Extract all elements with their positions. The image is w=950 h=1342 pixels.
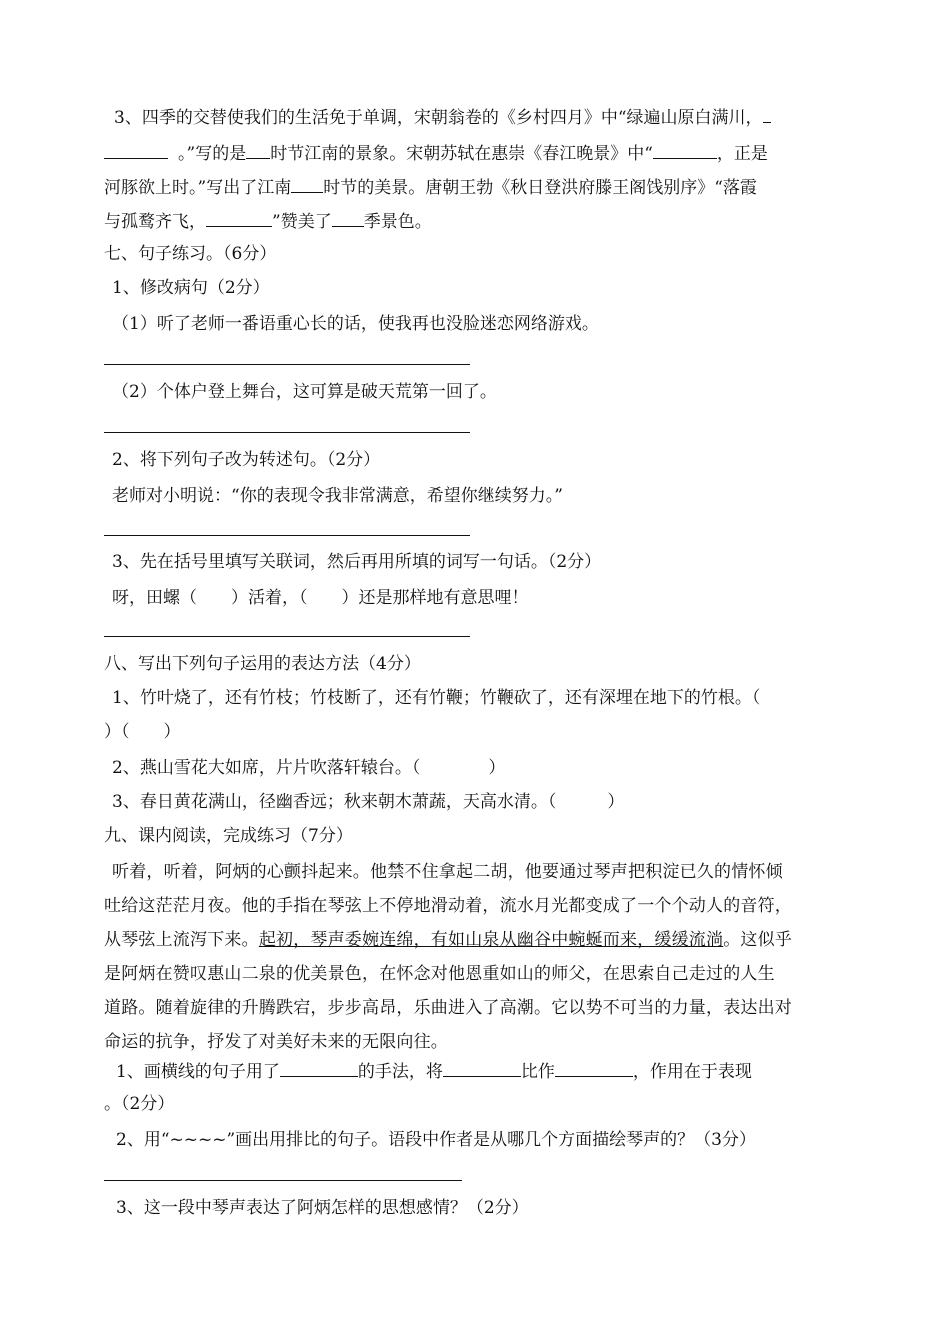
sec9-q1-line2: 。（2分） [104,1094,175,1114]
blank-field[interactable] [332,208,364,227]
answer-line[interactable] [104,535,470,536]
passage-line-4: 是阿炳在赞叹惠山二泉的优美景色，在怀念对他恩重如山的师父，在思索自己走过的人生 [104,964,775,984]
answer-line[interactable] [104,364,470,365]
passage-line-1: 听着，听着，阿炳的心颤抖起来。他禁不住拿起二胡，他要通过琴声把积淀已久的情怀倾 [112,862,783,882]
sec7-q3-title: 3、先在括号里填写关联词，然后再用所填的词写一句话。（2分） [112,552,602,572]
sec8-q1-line2: ）（ ） [104,722,181,742]
sec8-q3: 3、春日黄花满山，径幽香远；秋来朝木萧蔬，天高水清。（ ） [112,792,625,812]
sec6-q3-line4: 与孤鹜齐飞， ”赞美了 季景色。 [104,208,432,234]
passage-line-5: 道路。随着旋律的升腾跌宕，步步高昂，乐曲进入了高潮。它以势不可当的力量，表达出对 [104,998,792,1018]
blank-field[interactable] [763,104,771,123]
blank-field[interactable] [291,174,323,193]
sec8-q2: 2、燕山雪花大如席，片片吹落轩辕台。（ ） [112,758,506,778]
sec8-q1-line1: 1、竹叶烧了，还有竹枝；竹枝断了，还有竹鞭；竹鞭砍了，还有深埋在地下的竹根。（ [112,688,761,708]
section-7-title: 七、句子练习。（6分） [104,244,277,264]
sec6-q3-line3: 河豚欲上时。”写出了江南 时节的美景。唐朝王勃《秋日登洪府滕王阁饯别序》“落霞 [104,174,757,200]
answer-line[interactable] [104,1180,462,1181]
section-9-title: 九、课内阅读，完成练习（7分） [104,826,353,846]
blank-field[interactable] [246,140,270,159]
sec7-q1-title: 1、修改病句（2分） [112,278,270,298]
sec7-q2-sentence: 老师对小明说：“你的表现令我非常满意，希望你继续努力。” [112,486,563,506]
passage-line-2: 吐给这茫茫月夜。他的手指在琴弦上不停地滑动着，流水月光都变成了一个个动人的音符， [104,896,792,916]
passage-line-3: 从琴弦上流泻下来。起初，琴声委婉连绵，有如山泉从幽谷中蜿蜒而来，缓缓流淌。这似乎 [104,930,793,950]
blank-field[interactable] [653,140,717,159]
sec9-q1-line1: 1、画横线的句子用了 的手法，将 比作 ，作用在于表现 [116,1058,752,1084]
sec9-q2: 2、用“~~~~”画出用排比的句子。语段中作者是从哪几个方面描绘琴声的？（3分） [116,1130,756,1150]
blank-field[interactable] [280,1058,358,1077]
blank-field[interactable] [206,208,272,227]
answer-line[interactable] [104,432,470,433]
blank-field[interactable] [555,1058,633,1077]
underlined-sentence: 起初，琴声委婉连绵，有如山泉从幽谷中蜿蜒而来，缓缓流淌 [258,930,724,950]
section-8-title: 八、写出下列句子运用的表达方法（4分） [104,654,421,674]
sec6-q3-line1: 3、四季的交替使我们的生活免于单调，宋朝翁卷的《乡村四月》中“绿遍山原白满川， [114,104,771,130]
sec7-q2-title: 2、将下列句子改为转述句。（2分） [112,450,381,470]
answer-line[interactable] [104,636,470,637]
sec6-q3-line2: 。”写的是 时节江南的景象。宋朝苏轼在惠崇《春江晚景》中“ ，正是 [104,140,768,166]
sec7-q1-sentence2: （2）个体户登上舞台，这可算是破天荒第一回了。 [112,382,497,402]
sec7-q1-sentence1: （1）听了老师一番语重心长的话，使我再也没脸迷恋网络游戏。 [112,314,599,334]
passage-line-6: 命运的抗争，抒发了对美好未来的无限向往。 [104,1032,448,1052]
sec9-q3: 3、这一段中琴声表达了阿炳怎样的思想感情？（2分） [116,1198,529,1218]
blank-field[interactable] [443,1058,521,1077]
sec7-q3-sentence: 呀，田螺（ ）活着，（ ）还是那样地有意思哩！ [112,588,529,608]
blank-field[interactable] [104,140,168,159]
